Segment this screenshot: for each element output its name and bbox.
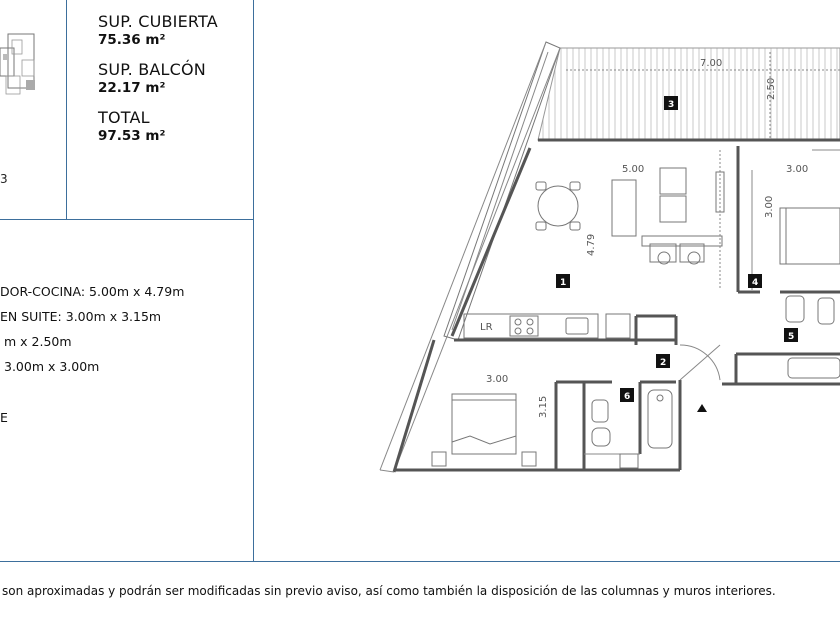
room-tag <box>656 354 670 368</box>
floor-reference: 3 <box>0 172 8 186</box>
covered-area-label: SUP. CUBIERTA <box>98 12 218 31</box>
balcony <box>538 48 840 140</box>
room-tag <box>556 274 570 288</box>
room-tag <box>748 274 762 288</box>
disclaimer-text: son aproximadas y podrán ser modificadas sin previo aviso, así como también la disposición de las columnas y muros interiores. <box>2 584 776 598</box>
balcony-area-label: SUP. BALCÓN <box>98 60 206 79</box>
dimension-bedroom1-depth: 3.00 <box>764 195 775 218</box>
dimension-balcony-depth: 2.50 <box>766 77 777 100</box>
room-tag <box>664 96 678 110</box>
kitchen-counter <box>464 314 630 338</box>
room-size: m x 2.50m <box>4 334 72 349</box>
balcony-area-value: 22.17 m² <box>98 80 166 96</box>
dimension-living-depth: 4.79 <box>586 233 597 256</box>
entry-door <box>680 345 720 412</box>
dimension-living-width: 5.00 <box>622 164 645 175</box>
room-name: DOR-COCINA: <box>0 284 86 299</box>
svg-text:1: 1 <box>560 278 567 288</box>
room-name: EN SUITE: <box>0 309 62 324</box>
room-size: 5.00m x 4.79m <box>89 284 185 299</box>
total-area-value: 97.53 m² <box>98 128 166 144</box>
svg-text:6: 6 <box>624 392 631 402</box>
total-area-label: TOTAL <box>98 108 150 127</box>
room-size: 3.00m x 3.00m <box>4 359 100 374</box>
dimension-bedroom2-width: 3.00 <box>486 374 509 385</box>
floor-note: E <box>0 410 8 425</box>
svg-text:3: 3 <box>668 100 675 110</box>
svg-text:2: 2 <box>660 358 667 368</box>
svg-text:4: 4 <box>752 278 759 288</box>
kitchen-appliance-label: LR <box>480 322 493 333</box>
entry-arrow-icon <box>697 404 707 412</box>
covered-area-value: 75.36 m² <box>98 32 166 48</box>
dimension-bedroom2-depth: 3.15 <box>538 395 549 418</box>
room-tag <box>784 328 798 342</box>
room-tag <box>620 388 634 402</box>
svg-text:5: 5 <box>788 332 795 342</box>
dimension-bedroom1-width: 3.00 <box>786 164 809 175</box>
room-size: 3.00m x 3.15m <box>65 309 162 324</box>
bedroom-2-furniture <box>432 394 536 466</box>
dimension-balcony-width: 7.00 <box>700 58 723 69</box>
